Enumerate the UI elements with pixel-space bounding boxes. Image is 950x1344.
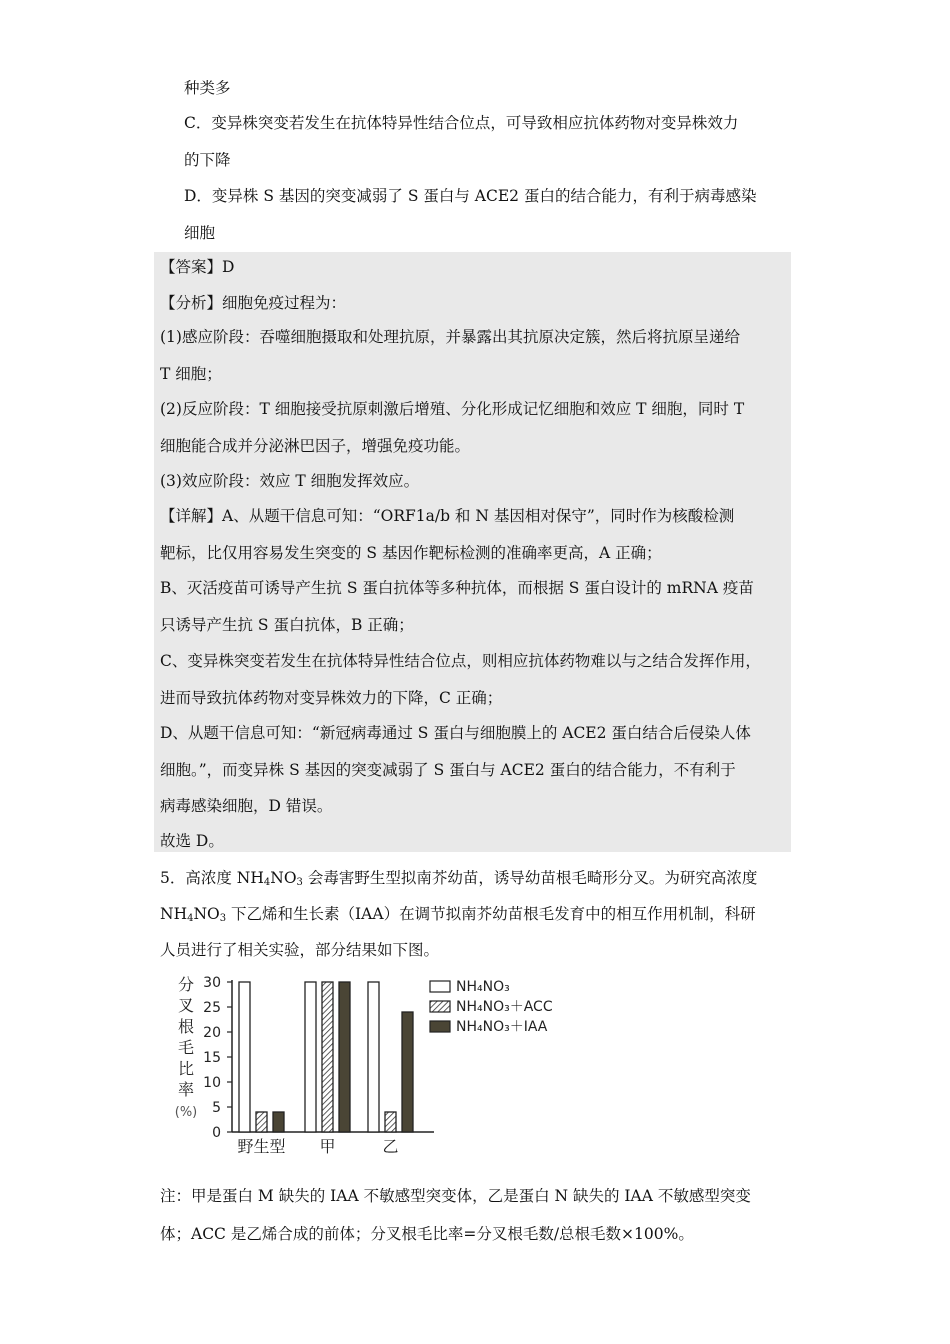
conclusion: 故选 D。: [160, 832, 224, 850]
answer-label: 【答案】D: [160, 258, 235, 276]
y-tick-label: 0: [212, 1125, 221, 1141]
y-tick-label: 15: [203, 1050, 221, 1066]
stage1-line2: T 细胞；: [160, 365, 222, 383]
note-line2: 体；ACC 是乙烯合成的前体；分叉根毛比率=分叉根毛数/总根毛数×100%。: [160, 1225, 694, 1243]
option-c-line2: 的下降: [184, 151, 231, 169]
detail-a-line1: 【详解】A、从题干信息可知：“ORF1a/b 和 N 基因相对保守”，同时作为核酸检测: [160, 507, 735, 525]
stage2-line1: (2)反应阶段：T 细胞接受抗原刺激后增殖、分化形成记忆细胞和效应 T 细胞，同时 T: [160, 400, 745, 418]
stage2-line2: 细胞能合成并分泌淋巴因子，增强免疫功能。: [160, 437, 471, 455]
y-tick-label: 10: [203, 1075, 221, 1091]
bar: [305, 982, 316, 1132]
note-line1: 注：甲是蛋白 M 缺失的 IAA 不敏感型突变体，乙是蛋白 N 缺失的 IAA 不敏感型突变: [160, 1187, 751, 1205]
x-category-label: 野生型: [237, 1137, 286, 1156]
detail-a-line2: 靶标，比仅用容易发生突变的 S 基因作靶标检测的准确率更高，A 正确；: [160, 544, 662, 562]
legend-label: NH₄NO₃: [456, 979, 510, 995]
question5-line1: 5．高浓度 $NH_4NO_3$ 会毒害野生型拟南芥幼苗，诱导幼苗根毛畸形分叉。为研究高浓度: [160, 869, 758, 888]
question5-line2: $NH_4NO_3$ 下乙烯和生长素（IAA）在调节拟南芥幼苗根毛发育中的相互作用机制，科研: [160, 905, 756, 924]
option-b-tail: 种类多: [184, 79, 231, 97]
y-axis-label-char: 分: [177, 975, 195, 994]
y-axis-label-char: 根: [177, 1017, 195, 1036]
option-d-line2: 细胞: [184, 224, 216, 242]
legend-label: NH₄NO₃＋ACC: [456, 999, 553, 1015]
option-c-line1: C．变异株突变若发生在抗体特异性结合位点，可导致相应抗体药物对变异株效力: [184, 114, 739, 132]
legend-swatch: [430, 981, 450, 992]
detail-d-line2: 细胞。”，而变异株 S 基因的突变减弱了 S 蛋白与 ACE2 蛋白的结合能力，不有利于: [160, 761, 736, 779]
stage3: (3)效应阶段：效应 T 细胞发挥效应。: [160, 472, 420, 490]
y-axis-label-char: 叉: [177, 996, 195, 1015]
detail-c-line1: C、变异株突变若发生在抗体特异性结合位点，则相应抗体药物难以与之结合发挥作用，: [160, 652, 761, 670]
x-category-label: 乙: [382, 1137, 399, 1156]
detail-c-line2: 进而导致抗体药物对变异株效力的下降，C 正确；: [160, 689, 503, 707]
stage1-line1: (1)感应阶段：吞噬细胞摄取和处理抗原，并暴露出其抗原决定簇，然后将抗原呈递给: [160, 328, 740, 346]
bar: [368, 982, 379, 1132]
y-axis-label-char: 比: [177, 1059, 195, 1078]
y-tick-label: 20: [203, 1025, 221, 1041]
bar: [239, 982, 250, 1132]
question5-line3: 人员进行了相关实验，部分结果如下图。: [160, 941, 440, 959]
bar: [402, 1012, 413, 1132]
bar: [273, 1112, 284, 1132]
y-tick-label: 25: [203, 1000, 221, 1016]
detail-d-line1: D、从题干信息可知：“新冠病毒通过 S 蛋白与细胞膜上的 ACE2 蛋白结合后侵染人体: [160, 724, 751, 742]
analysis-heading: 【分析】细胞免疫过程为：: [160, 294, 347, 312]
y-axis-label-char: (%): [174, 1105, 198, 1120]
bar: [256, 1112, 267, 1132]
bar: [339, 982, 350, 1132]
legend-swatch: [430, 1021, 450, 1032]
detail-b-line1: B、灭活疫苗可诱导产生抗 S 蛋白抗体等多种抗体，而根据 S 蛋白设计的 mRNA 疫苗: [160, 579, 754, 597]
y-tick-label: 5: [212, 1100, 221, 1116]
detail-b-line2: 只诱导产生抗 S 蛋白抗体，B 正确；: [160, 616, 414, 634]
legend-swatch: [430, 1001, 450, 1012]
bar: [322, 982, 333, 1132]
bar-chart: [170, 968, 590, 1158]
detail-d-line3: 病毒感染细胞，D 错误。: [160, 797, 333, 815]
y-axis-label-char: 毛: [177, 1038, 195, 1057]
y-tick-label: 30: [203, 975, 221, 991]
option-d-line1: D．变异株 S 基因的突变减弱了 S 蛋白与 ACE2 蛋白的结合能力，有利于病毒感染: [184, 187, 757, 205]
x-category-label: 甲: [319, 1137, 336, 1156]
y-axis-label-char: 率: [177, 1080, 195, 1099]
bar: [385, 1112, 396, 1132]
legend-label: NH₄NO₃＋IAA: [456, 1019, 548, 1035]
